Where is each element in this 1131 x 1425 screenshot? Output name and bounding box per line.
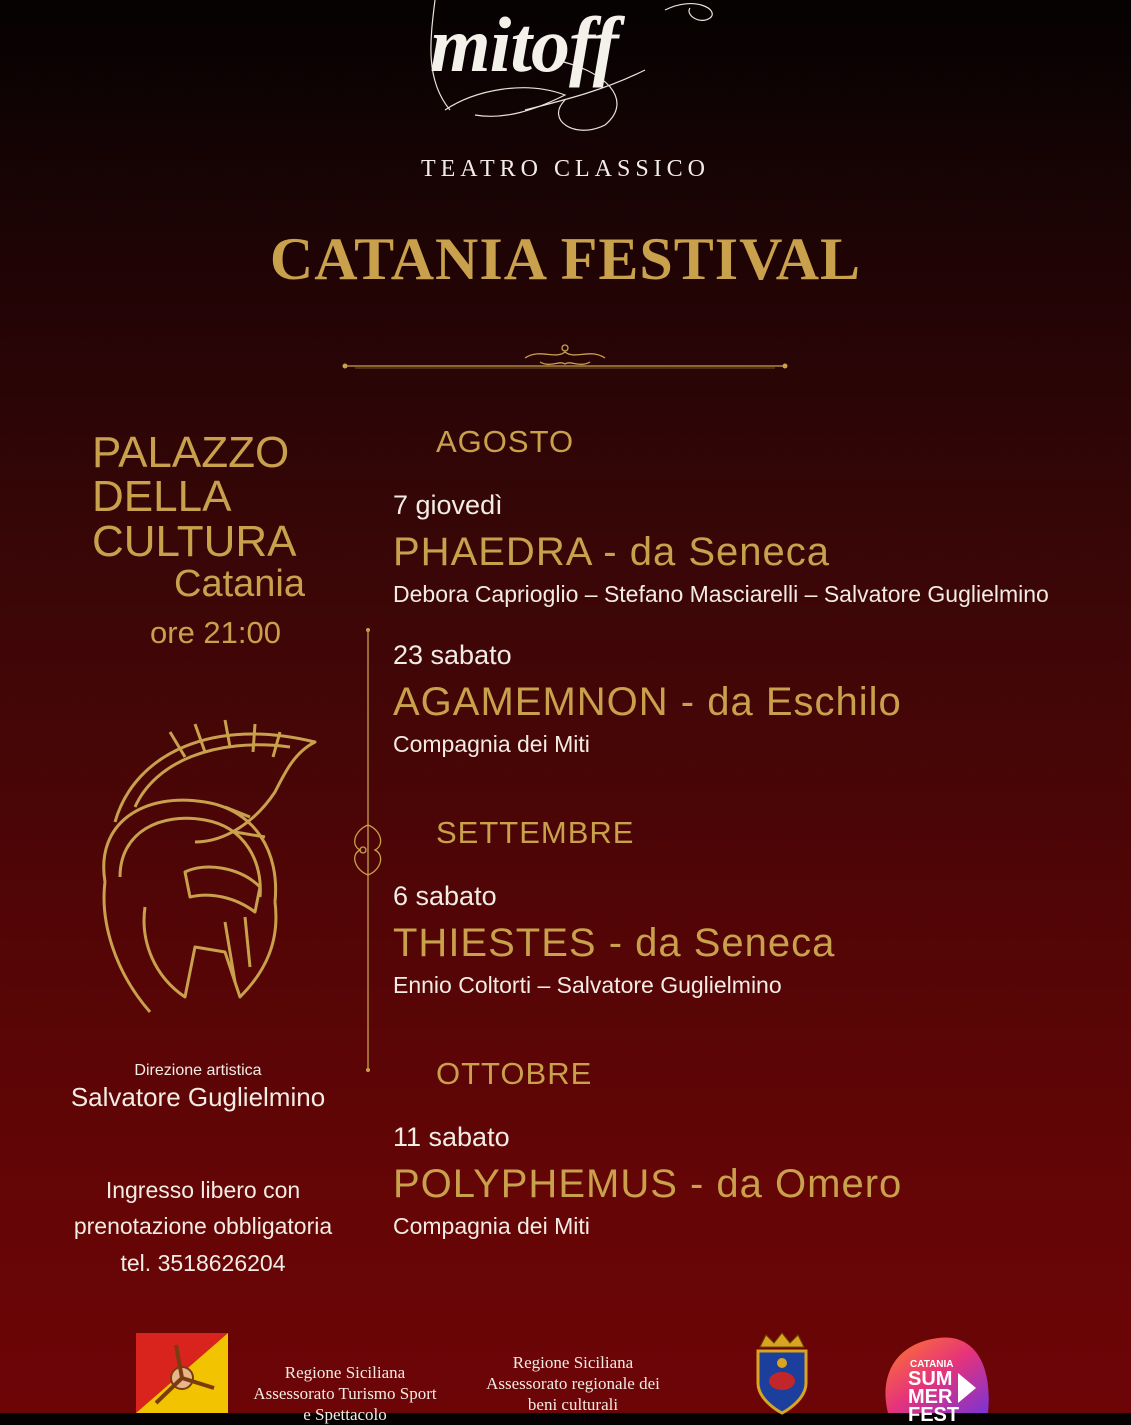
sponsor-line: Assessorato regionale dei — [486, 1374, 660, 1393]
sponsor-regione-beni-culturali — [462, 1352, 684, 1415]
event-date: 23 sabato — [393, 640, 512, 670]
event-date: 11 sabato — [393, 1122, 510, 1152]
festival-title: CATANIA FESTIVAL — [269, 226, 862, 292]
ornament-divider — [340, 338, 790, 374]
event-date: 7 giovedì — [393, 490, 503, 520]
subtitle: TEATRO CLASSICO — [420, 156, 711, 182]
vertical-ornament-line — [345, 625, 390, 1075]
event-cast: Ennio Coltorti – Salvatore Guglielmino — [393, 972, 782, 998]
event-cast: Debora Caprioglio – Stefano Masciarelli – Salvatore Guglielmino — [393, 581, 1049, 607]
month-heading: OTTOBRE — [436, 1056, 593, 1091]
booking-line-2: prenotazione obbligatoria — [73, 1213, 333, 1239]
month-heading: SETTEMBRE — [436, 815, 635, 850]
venue-name-line-1: PALAZZO — [92, 428, 290, 477]
event-title: PHAEDRA - da Seneca — [393, 530, 830, 574]
catania-summer-fest-logo — [878, 1333, 993, 1425]
logo-wordmark: mitoff — [430, 1, 618, 88]
show-time: ore 21:00 — [150, 615, 281, 650]
event-cast: Compagnia dei Miti — [393, 1213, 590, 1239]
venue-city: Catania — [174, 563, 305, 605]
booking-line-1: Ingresso libero con — [105, 1177, 301, 1203]
event-cast: Compagnia dei Miti — [393, 731, 590, 757]
sponsor-line: Assessorato Turismo Sport — [253, 1384, 437, 1403]
summer-fest-word2: MER — [908, 1386, 953, 1408]
sponsor-line: beni culturali — [527, 1395, 619, 1414]
sponsor-line: Regione Siciliana — [512, 1353, 634, 1372]
summer-fest-word1: SUM — [908, 1368, 953, 1390]
spartan-helmet-icon — [75, 712, 325, 1012]
venue-name-line-2: DELLA — [92, 472, 232, 521]
sponsor-regione-turismo — [238, 1362, 452, 1425]
catania-crest-icon — [752, 1333, 812, 1413]
event-title: AGAMEMNON - da Eschilo — [393, 680, 902, 724]
month-heading: AGOSTO — [436, 424, 575, 459]
direction-label: Direzione artistica — [134, 1062, 262, 1079]
sponsor-line: e Spettacolo — [303, 1405, 387, 1424]
sicily-flag-logo — [136, 1333, 228, 1413]
venue-name-line-3: CULTURA — [92, 517, 297, 566]
sponsor-line: Regione Siciliana — [284, 1363, 406, 1382]
event-title: THIESTES - da Seneca — [393, 921, 836, 965]
summer-fest-city: CATANIA — [910, 1359, 954, 1370]
direction-name: Salvatore Guglielmino — [70, 1082, 326, 1112]
booking-phone: tel. 3518626204 — [120, 1250, 286, 1276]
summer-fest-word3: FEST — [908, 1404, 960, 1425]
event-title: POLYPHEMUS - da Omero — [393, 1162, 903, 1206]
event-date: 6 sabato — [393, 881, 497, 911]
